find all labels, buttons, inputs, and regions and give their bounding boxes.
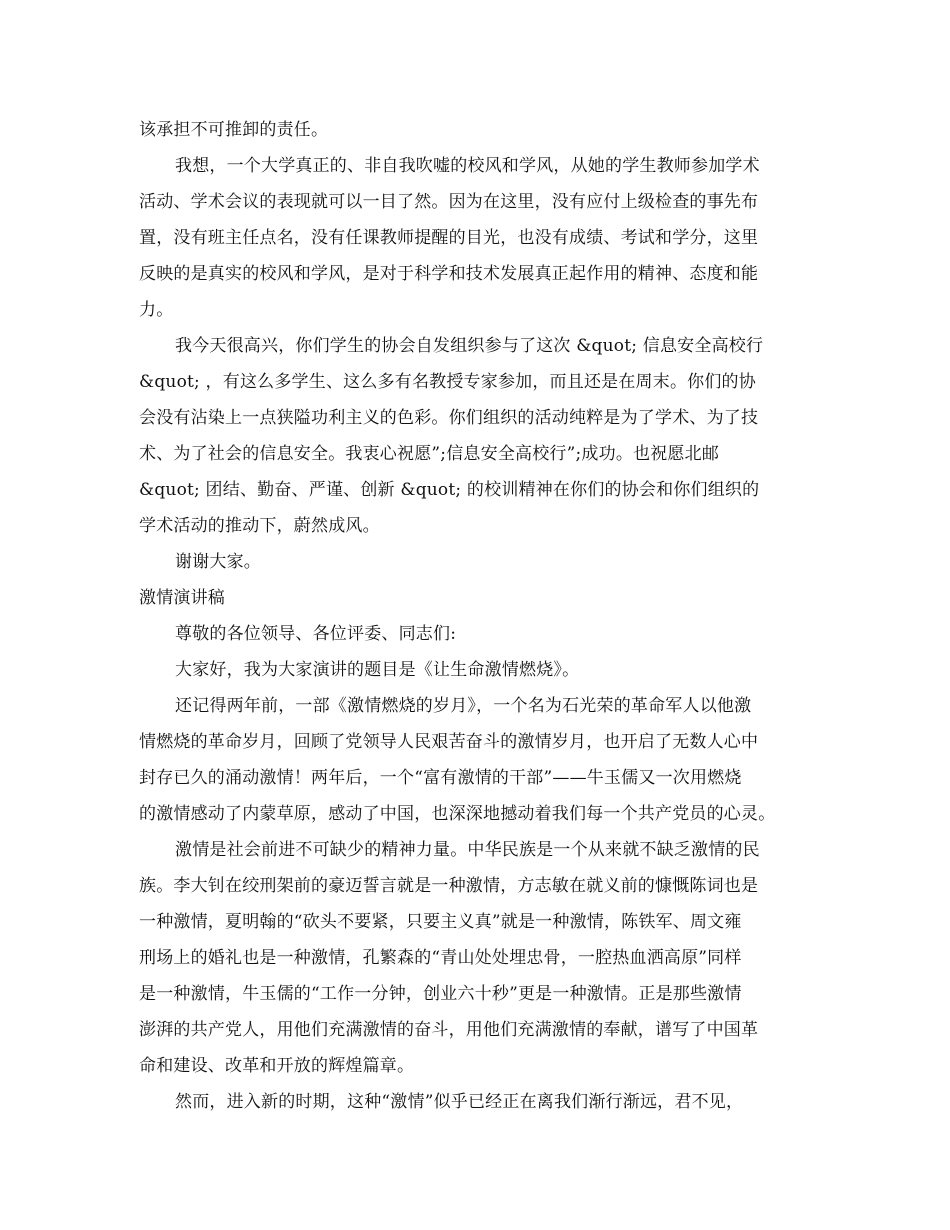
text-line: 是一种激情，牛玉儒的“工作一分钟，创业六十秒”更是一种激情。正是那些激情 <box>139 984 742 1004</box>
text-line: 置，没有班主任点名，没有任课教师提醒的目光，也没有成绩、考试和学分，这里 <box>139 228 759 248</box>
paragraph-start-line: 大家好，我为大家演讲的题目是《让生命激情燃烧》。 <box>175 660 580 680</box>
text-line: 刑场上的婚礼也是一种激情，孔繁森的“青山处处埋忠骨，一腔热血洒高原”同样 <box>139 948 742 968</box>
text-line: 反映的是真实的校风和学风，是对于科学和技术发展真正起作用的精神、态度和能 <box>139 264 759 284</box>
text-line: 封存已久的涌动激情！两年后，一个“富有激情的干部”——牛玉儒又一次用燃烧 <box>139 768 742 788</box>
paragraph-start-line: 我今天很高兴，你们学生的协会自发组织参与了这次 &quot; 信息安全高校行 <box>175 336 764 356</box>
paragraph-start-line: 谢谢大家。 <box>175 552 261 572</box>
text-line: 一种激情，夏明翰的“砍头不要紧，只要主义真”就是一种激情，陈铁军、周文雍 <box>139 912 742 932</box>
text-line: 术、为了社会的信息安全。我衷心祝愿”;信息安全高校行”;成功。也祝愿北邮 <box>139 444 720 464</box>
text-line: 的激情感动了内蒙草原，感动了中国，也深深地撼动着我们每一个共产党员的心灵。 <box>139 804 776 824</box>
salutation-line: 尊敬的各位领导、各位评委、同志们: <box>175 624 457 644</box>
text-line: 学术活动的推动下，蔚然成风。 <box>139 516 380 536</box>
text-line: 活动、学术会议的表现就可以一目了然。因为在这里，没有应付上级检查的事先布 <box>139 192 759 212</box>
text-line: 澎湃的共产党人，用他们充满激情的奋斗，用他们充满激情的奉献，谱写了中国革 <box>139 1020 759 1040</box>
text-line: &quot; 团结、勤奋、严谨、创新 &quot; 的校训精神在你们的协会和你们组织的 <box>139 480 760 500</box>
text-line: &quot; ，有这么多学生、这么多有名教授专家参加，而且还是在周末。你们的协 <box>139 372 756 392</box>
section-heading: 激情演讲稿 <box>139 588 225 608</box>
text-line: 命和建设、改革和开放的辉煌篇章。 <box>139 1056 415 1076</box>
paragraph-start-line: 我想，一个大学真正的、非自我吹嘘的校风和学风，从她的学生教师参加学术 <box>175 156 760 176</box>
paragraph-start-line: 还记得两年前，一部《激情燃烧的岁月》，一个名为石光荣的革命军人以他激 <box>175 696 752 716</box>
text-line: 会没有沾染上一点狭隘功利主义的色彩。你们组织的活动纯粹是为了学术、为了技 <box>139 408 759 428</box>
text-line: 族。李大钊在绞刑架前的豪迈誓言就是一种激情，方志敏在就义前的慷慨陈词也是 <box>139 876 759 896</box>
paragraph-start-line: 激情是社会前进不可缺少的精神力量。中华民族是一个从来就不缺乏激情的民 <box>175 840 760 860</box>
document-body <box>139 112 819 1120</box>
text-line: 该承担不可推卸的责任。 <box>139 120 329 140</box>
paragraph-start-line: 然而，进入新的时期，这种“激情”似乎已经正在离我们渐行渐远，君不见， <box>175 1092 744 1112</box>
text-line: 力。 <box>139 300 174 320</box>
text-line: 情燃烧的革命岁月，回顾了党领导人民艰苦奋斗的激情岁月，也开启了无数人心中 <box>139 732 759 752</box>
